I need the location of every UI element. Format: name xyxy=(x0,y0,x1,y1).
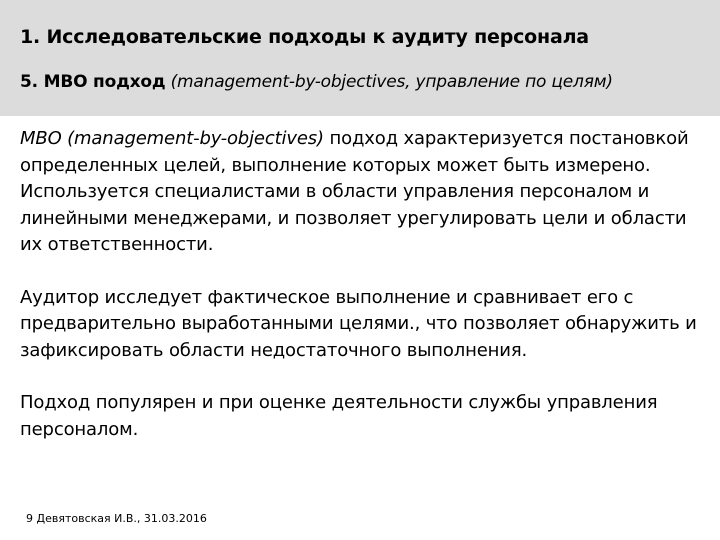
paragraph-popularity xyxy=(20,390,700,443)
paragraph-text: Аудитор исследует фактическое выполнение и сравнивает его с предварительно выработанными целями., что позволяет обнаружить и зафиксировать области недостаточного выполнения. xyxy=(20,286,697,361)
paragraph-mbo-definition xyxy=(20,126,700,259)
mbo-term: MBO (management-by-objectives) xyxy=(20,128,324,149)
subtitle-heading: 5. MBO подход xyxy=(20,72,166,92)
slide-footer: 9 Девятовская И.В., 31.03.2016 xyxy=(26,512,207,525)
slide-subtitle xyxy=(20,72,613,92)
header-band xyxy=(0,0,720,116)
slide-body xyxy=(20,126,700,469)
paragraph-text: Подход популярен и при оценке деятельности службы управления персоналом. xyxy=(20,392,658,440)
paragraph-text: подход характеризуется постановкой определенных целей, выполнение которых может быть измерено. Используется специалистами в области управления персоналом и линейными менеджерами, и позволяет урегулировать цели и области их ответственности. xyxy=(20,128,689,255)
paragraph-auditor xyxy=(20,285,700,365)
slide-title: 1. Исследовательские подходы к аудиту персонала xyxy=(20,26,589,48)
subtitle-expansion: (management-by-objectives, управление по целям) xyxy=(170,72,613,92)
